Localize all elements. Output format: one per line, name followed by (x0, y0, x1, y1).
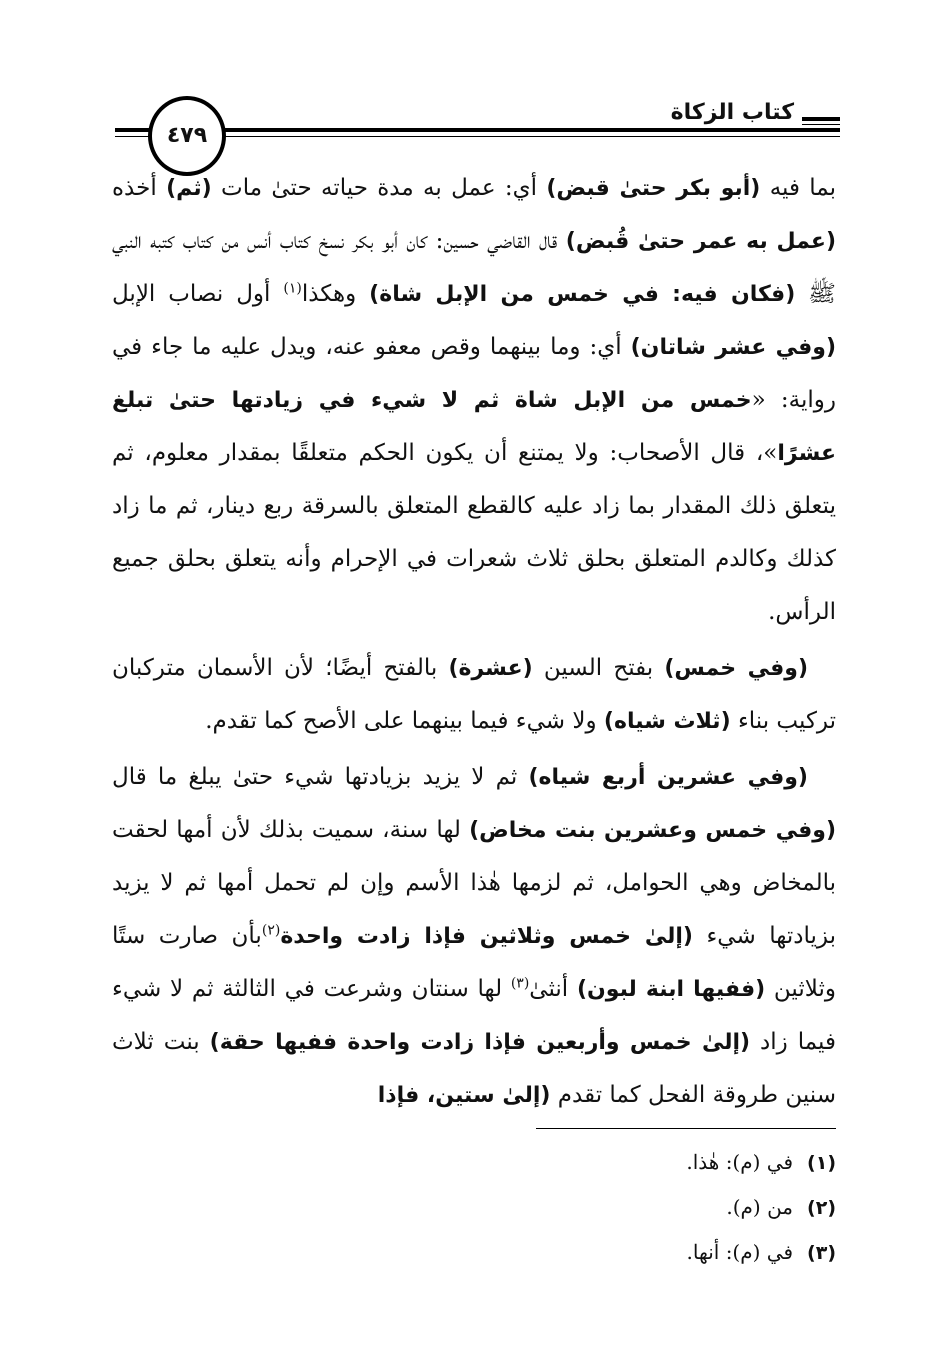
bold-matn-text: (أبو بكر حتىٰ قبض) (546, 176, 761, 201)
commentary-text: ثم لا يزيد بزيادتها شيء حتىٰ يبلغ ما قال (112, 764, 529, 790)
footnote-ref: (٢) (261, 922, 281, 939)
commentary-text: أي: عمل به مدة حياته حتىٰ مات (211, 175, 547, 201)
footnote (686, 1230, 836, 1275)
running-header-title: كتاب الزكاة (670, 100, 794, 125)
footnote-number: (٣) (807, 1242, 836, 1264)
bold-matn-text: (إلىٰ خمس وأربعين فإذا زادت واحدة ففيها حقة) (209, 1030, 751, 1055)
commentary-text: أخذه (112, 175, 167, 201)
page-number: ٤٧٩ (148, 96, 226, 176)
footnote-number: (٢) (807, 1197, 836, 1219)
footnote (686, 1140, 836, 1185)
bold-matn-text: (فكان فيه: في خمس من الإبل شاة) (369, 282, 796, 307)
bold-matn-text: (وفي عشرين أربع شياه) (528, 765, 808, 790)
commentary-text: قال القاضي حسين: كان أبو بكر نسخ كتاب أنس من كتاب كتبه النبي ﷺ (112, 228, 836, 307)
bold-matn-text: (عمل به عمر حتىٰ قُبض) (565, 229, 837, 254)
commentary-text: أنثىٰ (529, 976, 577, 1002)
footnote-text: في (م): أنها. (686, 1240, 794, 1264)
bold-matn-text: (وفي عشر شاتان) (630, 335, 837, 360)
bold-matn-text: (وفي خمس وعشرين بنت مخاض) (469, 818, 837, 843)
body-text (112, 162, 836, 1122)
footnote-text: من (م). (726, 1195, 794, 1219)
footnote-ref: (١) (283, 280, 302, 297)
footnote-text: في (م): هٰذا. (686, 1150, 794, 1174)
bold-matn-text: (ثلاث شياه) (603, 709, 731, 734)
paragraph-3 (112, 751, 836, 1122)
bold-matn-text: (وفي خمس) (664, 656, 809, 681)
bold-matn-text: خمس من الإبل شاة ثم لا شيء في زيادتها حتىٰ تبلغ عشرًا (112, 388, 836, 466)
paragraph-1 (112, 162, 836, 639)
bold-matn-text: (ثم) (166, 176, 212, 201)
commentary-text: لها سنتان وشرعت في الثالثة ثم لا شيء فيما زاد (112, 976, 836, 1055)
paragraph-2 (112, 642, 836, 748)
commentary-text: بالفتح أيضًا؛ لأن الأسمان متركبان تركيب بناء (112, 655, 836, 734)
footnote-ref: (٣) (510, 975, 530, 992)
bold-matn-text: (إلىٰ خمس وثلاثين فإذا زادت واحدة (280, 924, 693, 949)
commentary-text: بأن صارت ستًا وثلاثين (112, 923, 836, 1002)
running-header (661, 98, 840, 128)
header-ornament (802, 117, 840, 125)
commentary-text: أول نصاب الإبل (112, 281, 284, 307)
commentary-text: بفتح السين (532, 655, 665, 681)
commentary-text: أي: وما بينهما وقص معفو عنه، ويدل عليه ما جاء في رواية: « (112, 334, 837, 413)
commentary-text: »، قال الأصحاب: ولا يمتنع أن يكون الحكم متعلقًا بمقدار معلوم، ثم يتعلق ذلك المقدار بما زاد عليه كالقطع المتعلق بالسرقة ربع دينار، ثم ما زاد كذلك وكالدم المتعلق بحلق ثلاث شعرات في الإحرام وأنه يتعلق بحلق جميع الرأس. (112, 440, 836, 625)
commentary-text: بما فيه (760, 175, 837, 201)
footnotes (686, 1140, 836, 1275)
commentary-text: لها سنة، سميت بذلك لأن أمها لحقت بالمخاض وهي الحوامل، ثم لزمها هٰذا الأسم وإن لم تحمل أمها ثم لا يزيد بزيادتها شيء (112, 817, 836, 949)
bold-matn-text: (عشرة) (448, 656, 533, 681)
commentary-text: وهكذا (301, 281, 370, 307)
footnote-number: (١) (807, 1152, 836, 1174)
footnote (686, 1185, 836, 1230)
commentary-text: ولا شيء فيما بينهما على الأصح كما تقدم. (205, 708, 604, 734)
commentary-text: بنت ثلاث سنين طروقة الفحل كما تقدم (112, 1029, 836, 1108)
bold-matn-text: (إلىٰ ستين، فإذا (377, 1083, 551, 1108)
bold-matn-text: (ففيها ابنة لبون) (576, 977, 766, 1002)
footnote-separator (536, 1128, 836, 1129)
